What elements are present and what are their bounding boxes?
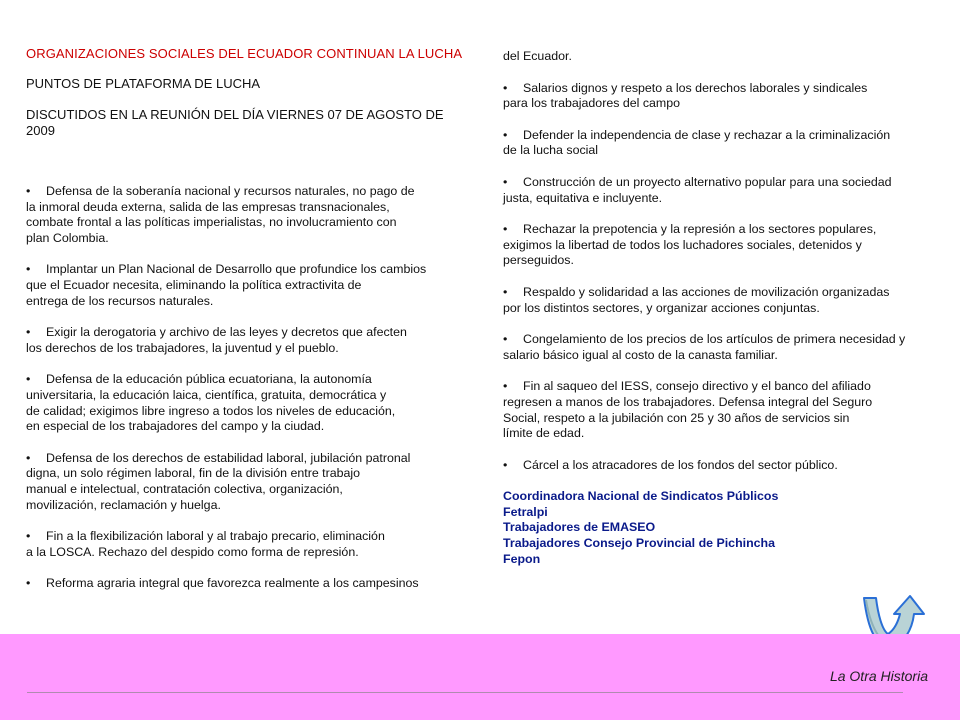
- left-column: [26, 46, 476, 608]
- list-item-text: Cárcel a los atracadores de los fondos del sector público.: [523, 457, 838, 472]
- footer-divider: [27, 692, 903, 693]
- left-item-list: [26, 184, 476, 592]
- list-item: [503, 222, 943, 269]
- list-item-text: Defensa de la soberanía nacional y recursos naturales, no pago de la inmoral deuda externa, salida de las empresas transnacionales, combate frontal a las políticas imperialistas, no involucramiento con plan Colombia.: [26, 184, 415, 245]
- bullet-icon: •: [26, 576, 31, 591]
- bullet-icon: •: [26, 184, 31, 198]
- organization-name: Fetralpi: [503, 504, 548, 519]
- list-item: [26, 372, 476, 434]
- footer-band: [0, 634, 960, 720]
- organization-name: Coordinadora Nacional de Sindicatos Públicos: [503, 489, 779, 504]
- organization-name: Trabajadores de EMASEO: [503, 520, 656, 535]
- list-item-text: Fin a la flexibilización laboral y al trabajo precario, eliminación a la LOSCA. Rechazo del despido como forma de represión.: [26, 529, 385, 559]
- bullet-icon: •: [503, 174, 508, 189]
- list-item-text: Defensa de la educación pública ecuatoriana, la autonomía universitaria, la educación laica, científica, gratuita, democrática y de calidad; exigimos libre ingreso a todos los niveles de educación, en especial de los trabajadores del campo y la ciudad.: [26, 372, 396, 434]
- list-item: [26, 262, 476, 309]
- bullet-icon: •: [503, 127, 508, 142]
- bullet-icon: •: [26, 325, 31, 340]
- bullet-icon: •: [503, 284, 508, 299]
- platform-heading: PUNTOS DE PLATAFORMA DE LUCHA: [26, 76, 261, 91]
- list-item-text: Defensa de los derechos de estabilidad laboral, jubilación patronal digna, un solo régimen laboral, fin de la división entre trabajo manual e intelectual, contratación colectiva, organización, movilización, reclamación y huelga.: [26, 450, 411, 512]
- bullet-icon: •: [503, 332, 508, 347]
- organization-name: Trabajadores Consejo Provincial de Pichincha: [503, 536, 775, 551]
- bullet-icon: •: [503, 80, 508, 95]
- list-item-text: Congelamiento de los precios de los artículos de primera necesidad y salario básico igual al costo de la canasta familiar.: [503, 332, 906, 362]
- list-item: [26, 576, 476, 592]
- list-item: [503, 458, 943, 474]
- bullet-icon: •: [503, 222, 508, 237]
- list-item: [26, 529, 476, 560]
- bullet-icon: •: [503, 457, 508, 472]
- right-item-list: [503, 81, 943, 474]
- meeting-heading: DISCUTIDOS EN LA REUNIÓN DEL DÍA VIERNES 07 DE AGOSTO DE 2009: [26, 107, 444, 138]
- bullet-icon: •: [503, 379, 508, 394]
- footer-label: La Otra Historia: [829, 668, 928, 684]
- list-item: [26, 325, 476, 356]
- bullet-icon: •: [26, 262, 31, 277]
- list-item: [503, 128, 943, 159]
- list-item: [503, 175, 943, 206]
- right-column: [503, 49, 943, 567]
- list-item-text: Exigir la derogatoria y archivo de las leyes y decretos que afecten los derechos de los trabajadores, la juventud y el pueblo.: [26, 325, 407, 355]
- list-item: [503, 332, 943, 363]
- list-item-text: Implantar un Plan Nacional de Desarrollo que profundice los cambios que el Ecuador necesita, eliminando la política extractivita de entrega de los recursos naturales.: [26, 262, 427, 308]
- list-item: [503, 81, 943, 112]
- list-item-text: Rechazar la prepotencia y la represión a los sectores populares, exigimos la libertad de todos los luchadores sociales, detenidos y perseguidos.: [503, 222, 877, 268]
- continuation-text: del Ecuador.: [503, 49, 572, 63]
- bullet-icon: •: [26, 450, 31, 465]
- document-title: ORGANIZACIONES SOCIALES DEL ECUADOR CONTINUAN LA LUCHA: [26, 46, 463, 61]
- list-item-text: Salarios dignos y respeto a los derechos laborales y sindicales para los trabajadores del campo: [503, 80, 868, 111]
- list-item-text: Fin al saqueo del IESS, consejo directivo y el banco del afiliado regresen a manos de los trabajadores. Defensa integral del Seguro Social, respeto a la jubilación con 25 y 30 años de servicios sin límite de edad.: [503, 379, 873, 441]
- bullet-icon: •: [26, 372, 31, 387]
- list-item-text: Construcción de un proyecto alternativo popular para una sociedad justa, equitativa e incluyente.: [503, 174, 892, 205]
- organizations-list: [503, 489, 943, 567]
- bullet-icon: •: [26, 529, 31, 544]
- list-item-text: Defender la independencia de clase y rechazar a la criminalización de la lucha social: [503, 127, 891, 158]
- list-item: [503, 379, 943, 441]
- list-item: [26, 451, 476, 513]
- list-item-text: Respaldo y solidaridad a las acciones de movilización organizadas por los distintos sectores, y organizar acciones conjuntas.: [503, 284, 890, 315]
- list-item-text: Reforma agraria integral que favorezca realmente a los campesinos: [46, 576, 419, 591]
- organization-name: Fepon: [503, 551, 541, 566]
- list-item: [503, 285, 943, 316]
- list-item: [26, 184, 476, 246]
